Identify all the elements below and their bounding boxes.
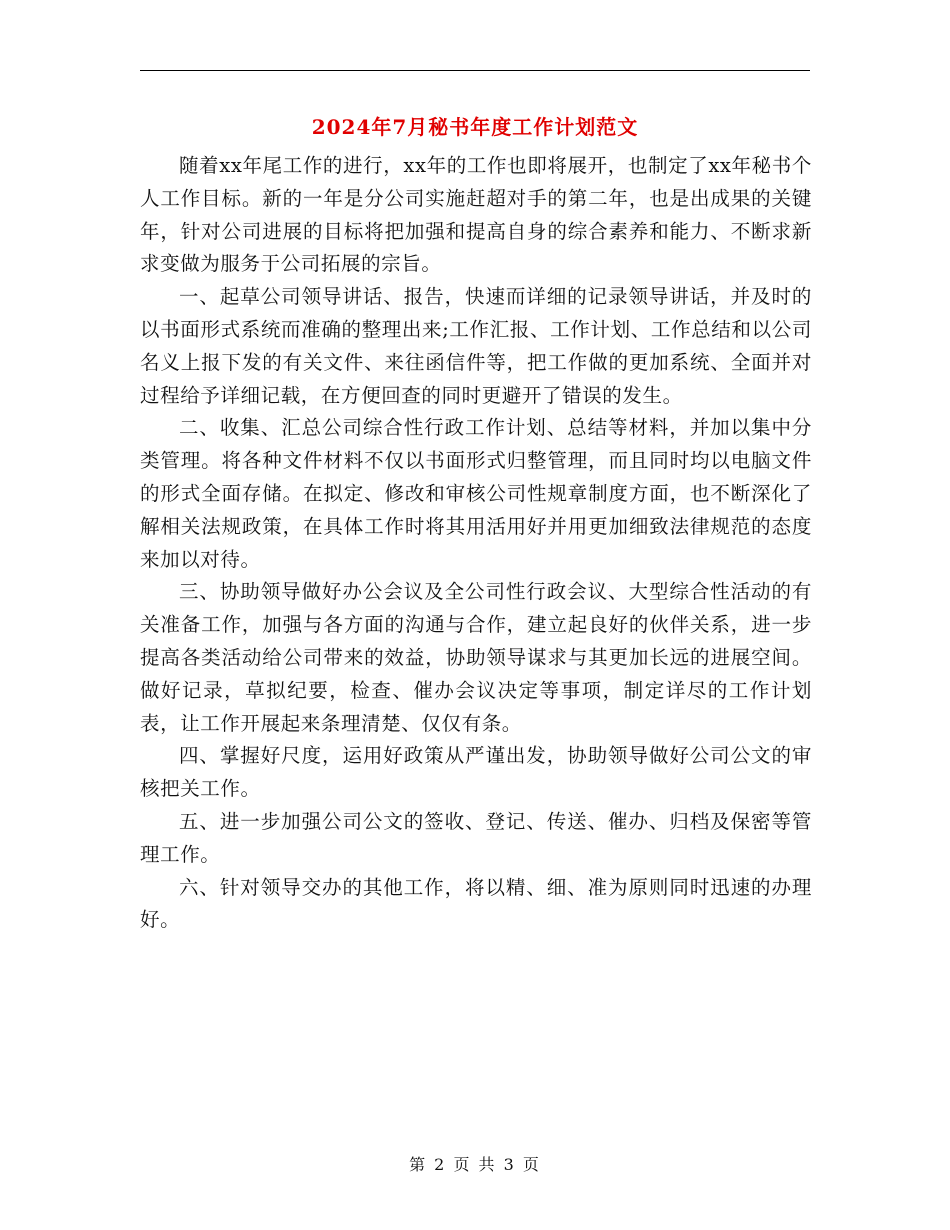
paragraph-item-2: 二、收集、汇总公司综合性行政工作计划、总结等材料，并加以集中分类管理。将各种文件材料不仅以书面形式归整管理，而且同时均以电脑文件的形式全面存储。在拟定、修改和审核公司性规章制度方面，也不断深化了解相关法规政策，在具体工作时将其用活用好并用更加细致法律规范的态度来加以对待。: [140, 416, 812, 571]
paragraph-item-4: 四、掌握好尺度，运用好政策从严谨出发，协助领导做好公司公文的审核把关工作。: [140, 744, 812, 801]
document-body: [140, 150, 812, 937]
footer-suffix: 页: [522, 1155, 541, 1174]
footer-current-page: 2: [434, 1155, 447, 1174]
footer-middle: 页 共: [453, 1155, 497, 1174]
header-rule: [140, 70, 810, 71]
paragraph-intro: 随着xx年尾工作的进行，xx年的工作也即将展开，也制定了xx年秘书个人工作目标。新的一年是分公司实施赶超对手的第二年，也是出成果的关键年，针对公司进展的目标将把加强和提高自身的综合素养和能力、不断求新求变做为服务于公司拓展的宗旨。: [140, 154, 812, 276]
paragraph-item-1: 一、起草公司领导讲话、报告，快速而详细的记录领导讲话，并及时的以书面形式系统而准确的整理出来;工作汇报、工作计划、工作总结和以公司名义上报下发的有关文件、来往函信件等，把工作做的更加系统、全面并对过程给予详细记载，在方便回查的同时更避开了错误的发生。: [140, 285, 812, 407]
paragraph-item-6: 六、针对领导交办的其他工作，将以精、细、准为原则同时迅速的办理好。: [140, 875, 812, 932]
paragraph-item-3: 三、协助领导做好办公会议及全公司性行政会议、大型综合性活动的有关准备工作，加强与各方面的沟通与合作，建立起良好的伙伴关系，进一步提高各类活动给公司带来的效益，协助领导谋求与其更加长远的进展空间。做好记录，草拟纪要，检查、催办会议决定等事项，制定详尽的工作计划表，让工作开展起来条理清楚、仅仅有条。: [140, 580, 812, 735]
document-title: 2024年7月秘书年度工作计划范文: [311, 115, 639, 139]
footer-total-pages: 3: [503, 1155, 516, 1174]
paragraph-item-5: 五、进一步加强公司公文的签收、登记、传送、催办、归档及保密等管理工作。: [140, 809, 812, 866]
footer-prefix: 第: [409, 1155, 428, 1174]
page-number-footer: [0, 1153, 950, 1177]
